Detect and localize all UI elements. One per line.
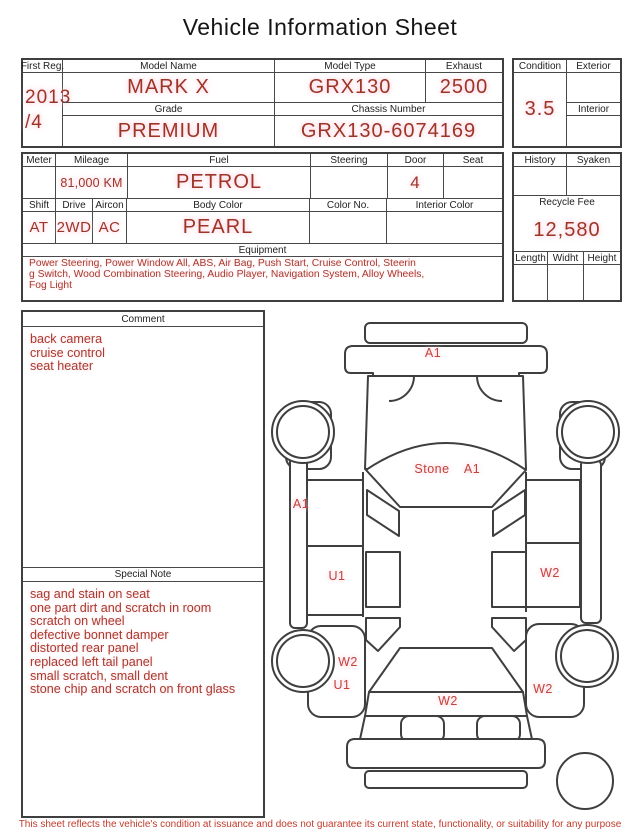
rear-wheel-left (272, 630, 334, 692)
special-note-line: replaced left tail panel (30, 654, 153, 669)
condition-label: Condition (514, 60, 567, 73)
mileage-label: Mileage (56, 154, 128, 167)
special-note-list (23, 582, 263, 816)
rear-under-strip (365, 771, 527, 788)
height-label: Height (584, 252, 620, 265)
spec-table (21, 152, 504, 302)
recycle-fee-value: 12,580 (514, 209, 620, 252)
condition-value: 3.5 (514, 73, 567, 146)
special-note-line: sag and stain on seat (30, 587, 150, 601)
grade-label: Grade (63, 103, 275, 116)
special-note-line: stone chip and scratch on front glass (30, 682, 236, 697)
quarter-window-rear-right (492, 618, 526, 651)
trunk-lid (365, 692, 527, 716)
syaken-value (567, 167, 620, 196)
page-title: Vehicle Information Sheet (182, 14, 458, 40)
height-value (584, 265, 620, 300)
drive-label: Drive (56, 199, 93, 212)
exhaust-value: 2500 (426, 73, 502, 103)
damage-marker-left-quarter-panel: U1 (333, 678, 351, 692)
equipment-line: Power Steering, Power Window All, ABS, Air Bag, Push Start, Cruise Control, Steerin (29, 258, 416, 269)
recycle-fee-label: Recycle Fee (539, 197, 595, 208)
body-color-label: Body Color (127, 199, 310, 212)
car-diagram (265, 315, 637, 820)
equipment-list (23, 257, 502, 291)
spare-tire (557, 753, 613, 809)
shift-value: AT (23, 212, 56, 244)
first-reg-month: /4 (25, 111, 43, 133)
comment-line: cruise control (30, 345, 105, 360)
comment-line: back camera (30, 332, 103, 346)
interior-value (567, 116, 620, 146)
damage-marker-right-quarter-panel: W2 (533, 682, 553, 696)
interior-color-value (387, 212, 502, 244)
interior-color-label: Interior Color (387, 199, 502, 212)
fee-box (512, 152, 622, 302)
shift-label: Shift (23, 199, 56, 212)
damage-marker-left-side-sill: A1 (292, 497, 310, 511)
quarter-window-rear-left (366, 618, 400, 651)
side-sill-right (581, 460, 601, 623)
damage-marker-front-bumper: A1 (424, 346, 442, 360)
equipment-label: Equipment (23, 244, 502, 257)
first-reg-year: 2013 (25, 86, 72, 108)
front-wheel-right (557, 401, 619, 463)
mileage-value: 81,000 KM (56, 167, 128, 199)
interior-label: Interior (567, 103, 620, 116)
rear-window (369, 648, 523, 692)
meter-label: Meter (23, 154, 56, 167)
damage-marker-left-quarter-panel: W2 (338, 655, 358, 669)
door-window-right (492, 552, 526, 607)
grade-value: PREMIUM (63, 116, 275, 146)
widht-value (548, 265, 584, 300)
condition-box (512, 58, 622, 148)
length-label: Length (514, 252, 548, 265)
exhaust-label: Exhaust (426, 60, 502, 73)
special-note-label: Special Note (23, 567, 263, 582)
door-label: Door (388, 154, 444, 167)
equipment-line: g Switch, Wood Combination Steering, Audio Player, Navigation System, Alloy Wheels, (29, 268, 425, 280)
seat-label: Seat (444, 154, 502, 167)
length-value (514, 265, 548, 300)
model-type-value: GRX130 (275, 73, 426, 103)
history-label: History (514, 154, 567, 167)
special-note-line: small scratch, small dent (30, 668, 168, 683)
chassis-number-value: GRX130-6074169 (300, 119, 477, 142)
special-note-line: defective bonnet damper (30, 627, 169, 642)
rear-bumper (347, 739, 545, 768)
seat-value (444, 167, 502, 199)
doors-left (307, 480, 363, 615)
comment-line: seat heater (30, 359, 94, 374)
door-window-left (366, 552, 400, 607)
front-wheel-left (272, 401, 334, 463)
model-name-value: MARK X (63, 73, 275, 103)
disclaimer-text: This sheet reflects the vehicle's condition at issuance and does not guarantee its current state, functionality, or suitability for any purpose (18, 819, 622, 830)
exterior-value (567, 73, 620, 103)
front-grille-strip (365, 323, 527, 343)
widht-label: Widht (548, 252, 584, 265)
damage-marker-right-rear-door: W2 (540, 566, 560, 580)
dimensions-row (514, 252, 620, 300)
spec-row-2 (23, 199, 502, 244)
model-type-label: Model Type (275, 60, 426, 73)
chassis-number-label: Chassis Number (275, 103, 502, 116)
steering-value (311, 167, 388, 199)
spec-row-1 (23, 154, 502, 199)
special-note-line: one part dirt and scratch in room (30, 600, 212, 615)
body-color-value: PEARL (127, 212, 310, 244)
side-sill-left (290, 456, 310, 628)
color-no-value (310, 212, 387, 244)
history-value (514, 167, 567, 196)
first-reg-value (23, 73, 72, 146)
exterior-label: Exterior (567, 60, 620, 73)
damage-marker-windshield: Stone (414, 462, 450, 476)
front-bumper (345, 346, 547, 379)
aircon-value: AC (93, 212, 127, 244)
fuel-value: PETROL (128, 167, 311, 199)
syaken-label: Syaken (567, 154, 620, 167)
damage-marker-windshield: A1 (463, 462, 481, 476)
equipment-line: Fog Light (29, 279, 72, 291)
rear-wheel-right (556, 625, 618, 687)
comment-list (23, 327, 263, 567)
identity-table (21, 58, 504, 148)
meter-value (23, 167, 56, 199)
comment-label: Comment (23, 312, 263, 327)
comment-box (21, 310, 265, 818)
damage-marker-trunk: W2 (438, 694, 458, 708)
doors-right (526, 480, 580, 607)
door-value: 4 (388, 167, 444, 199)
aircon-label: Aircon (93, 199, 127, 212)
fuel-label: Fuel (128, 154, 311, 167)
drive-value: 2WD (56, 212, 93, 244)
first-reg-label: First Reg. (20, 60, 65, 72)
history-row (514, 154, 620, 196)
model-name-label: Model Name (63, 60, 275, 73)
color-no-label: Color No. (310, 199, 387, 212)
steering-label: Steering (311, 154, 388, 167)
damage-marker-left-rear-door: U1 (328, 569, 346, 583)
special-note-line: distorted rear panel (30, 641, 139, 656)
special-note-line: scratch on wheel (30, 614, 125, 629)
